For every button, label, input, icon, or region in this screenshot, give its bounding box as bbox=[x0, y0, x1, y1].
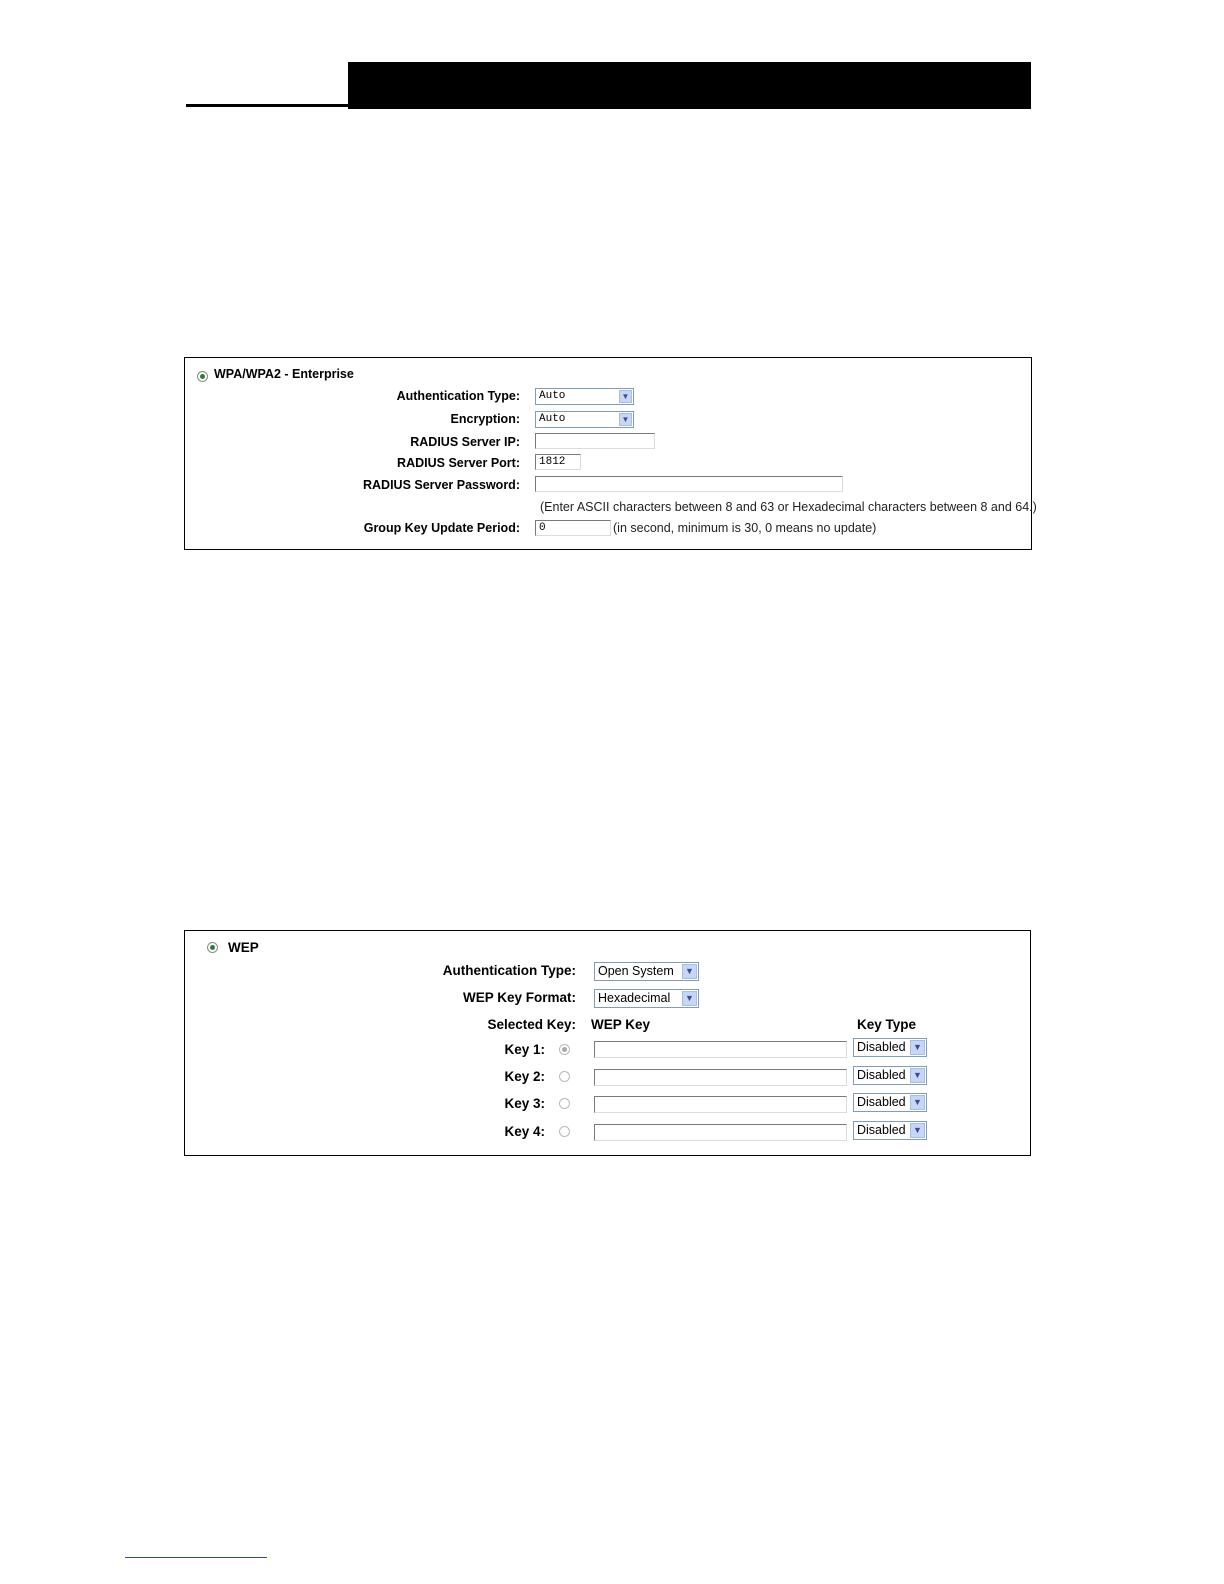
key-4-input[interactable] bbox=[594, 1124, 847, 1141]
chevron-down-icon[interactable]: ▼ bbox=[682, 964, 697, 979]
group-key-label: Group Key Update Period: bbox=[363, 521, 520, 535]
key-4-type-value: Disabled bbox=[857, 1123, 906, 1137]
key-4-type-select[interactable] bbox=[853, 1121, 927, 1140]
group-key-hint: (in second, minimum is 30, 0 means no update) bbox=[613, 521, 877, 535]
wep-radio[interactable] bbox=[207, 942, 218, 953]
wpa-encryption-select[interactable] bbox=[535, 411, 634, 428]
key-3-input[interactable] bbox=[594, 1096, 847, 1113]
radius-ip-input[interactable] bbox=[535, 433, 655, 449]
chevron-down-icon[interactable]: ▼ bbox=[619, 413, 632, 426]
chevron-down-icon[interactable]: ▼ bbox=[619, 390, 632, 403]
wep-key-column-header: WEP Key bbox=[591, 1017, 651, 1032]
radius-password-hint: (Enter ASCII characters between 8 and 63 or Hexadecimal characters between 8 and 64.) bbox=[540, 500, 1037, 514]
wpa-enterprise-radio[interactable] bbox=[197, 371, 208, 382]
key-1-type-select[interactable] bbox=[853, 1038, 927, 1057]
wpa-auth-type-value: Auto bbox=[539, 390, 566, 402]
header-rule bbox=[186, 104, 348, 107]
radius-port-input[interactable] bbox=[535, 454, 581, 470]
key-2-label: Key 2: bbox=[504, 1069, 545, 1084]
key-3-label: Key 3: bbox=[504, 1096, 545, 1111]
wep-key-format-label: WEP Key Format: bbox=[462, 990, 576, 1005]
wpa-auth-type-select[interactable] bbox=[535, 388, 634, 405]
key-2-type-value: Disabled bbox=[857, 1068, 906, 1082]
radius-password-input[interactable] bbox=[535, 476, 843, 492]
wpa-auth-type-label: Authentication Type: bbox=[396, 389, 520, 403]
key-1-label: Key 1: bbox=[504, 1042, 545, 1057]
group-key-input[interactable] bbox=[535, 520, 611, 536]
key-1-radio[interactable] bbox=[559, 1044, 570, 1055]
radius-ip-label: RADIUS Server IP: bbox=[410, 435, 520, 449]
key-type-column-header: Key Type bbox=[857, 1017, 917, 1032]
wpa-encryption-value: Auto bbox=[539, 413, 566, 425]
key-1-input[interactable] bbox=[594, 1041, 847, 1058]
wpa-enterprise-panel bbox=[184, 357, 1037, 550]
wpa-enterprise-title: WPA/WPA2 - Enterprise bbox=[214, 367, 354, 381]
group-key-value: 0 bbox=[539, 522, 546, 534]
radius-password-label: RADIUS Server Password: bbox=[362, 478, 520, 492]
key-4-label: Key 4: bbox=[504, 1124, 545, 1139]
wep-title: WEP bbox=[228, 940, 259, 955]
wpa-encryption-label: Encryption: bbox=[450, 412, 520, 426]
wep-key-format-select[interactable] bbox=[594, 989, 699, 1008]
chevron-down-icon[interactable]: ▼ bbox=[910, 1068, 925, 1083]
chevron-down-icon[interactable]: ▼ bbox=[910, 1040, 925, 1055]
key-3-type-select[interactable] bbox=[853, 1093, 927, 1112]
radius-port-label: RADIUS Server Port: bbox=[397, 456, 520, 470]
chevron-down-icon[interactable]: ▼ bbox=[682, 991, 697, 1006]
chevron-down-icon[interactable]: ▼ bbox=[910, 1095, 925, 1110]
wep-auth-type-select[interactable] bbox=[594, 962, 699, 981]
key-2-input[interactable] bbox=[594, 1069, 847, 1086]
key-4-radio[interactable] bbox=[559, 1126, 570, 1137]
chevron-down-icon[interactable]: ▼ bbox=[910, 1123, 925, 1138]
radius-port-value: 1812 bbox=[539, 456, 566, 468]
footer-link-rule bbox=[125, 1557, 267, 1558]
key-3-radio[interactable] bbox=[559, 1098, 570, 1109]
selected-key-label: Selected Key: bbox=[487, 1017, 576, 1032]
wep-key-format-value: Hexadecimal bbox=[598, 991, 671, 1005]
key-2-type-select[interactable] bbox=[853, 1066, 927, 1085]
wep-panel bbox=[184, 930, 1031, 1156]
wep-auth-type-label: Authentication Type: bbox=[442, 963, 576, 978]
key-3-type-value: Disabled bbox=[857, 1095, 906, 1109]
header-bar bbox=[348, 62, 1031, 109]
wep-auth-type-value: Open System bbox=[598, 964, 674, 978]
key-2-radio[interactable] bbox=[559, 1071, 570, 1082]
key-1-type-value: Disabled bbox=[857, 1040, 906, 1054]
